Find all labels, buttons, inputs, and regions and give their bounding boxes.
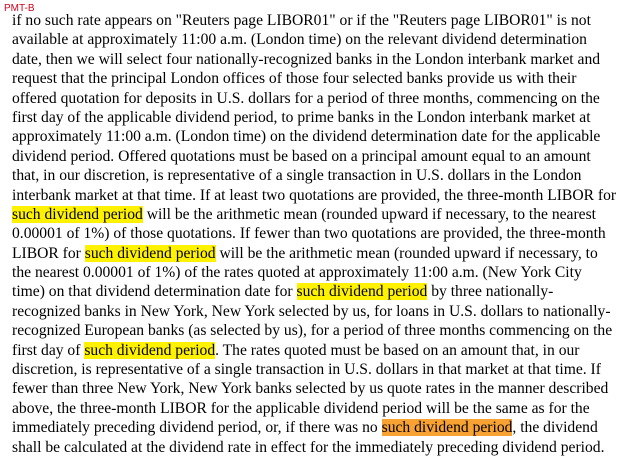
text-run: offered quotation for deposits in U.S. dollars for a period of three months, commencing on the bbox=[12, 89, 600, 107]
text-run: above, the three-month LIBOR for the applicable dividend period will be the same as for the bbox=[12, 399, 590, 417]
text-run: if no such rate appears on "Reuters page LIBOR01" or if the "Reuters page LIBOR01" is not bbox=[12, 12, 591, 29]
text-run: immediately preceding dividend period, or, if there was no bbox=[12, 419, 382, 437]
text-line bbox=[12, 399, 636, 418]
text-line bbox=[12, 186, 636, 205]
text-run: first day of bbox=[12, 341, 85, 359]
text-line bbox=[12, 147, 636, 166]
text-line bbox=[12, 438, 636, 457]
text-run: the nearest 0.00001 of 1%) of the rates quoted at approximately 11:00 a.m. (New York City bbox=[12, 264, 582, 282]
text-run: time) on that dividend determination date for bbox=[12, 283, 297, 301]
text-run: will be the arithmetic mean (rounded upward if necessary, to the nearest bbox=[142, 205, 596, 223]
highlight: such dividend period bbox=[84, 341, 216, 359]
text-run: date, then we will select four nationally-recognized banks in the London interbank market and bbox=[12, 50, 601, 68]
text-line bbox=[12, 341, 636, 360]
text-run: . The rates quoted must be based on an amount that, in our bbox=[215, 341, 580, 359]
highlight: such dividend period bbox=[84, 244, 216, 262]
text-line bbox=[12, 30, 636, 49]
text-line bbox=[12, 263, 636, 282]
text-line bbox=[12, 205, 636, 224]
text-line bbox=[12, 166, 636, 185]
text-line bbox=[12, 11, 636, 30]
text-line bbox=[12, 360, 636, 379]
text-run: 0.00001 of 1%) of those quotations. If fewer than two quotations are provided, the three-month bbox=[12, 225, 606, 243]
text-run: interbank market at that time. If at least two quotations are provided, the three-month LIBOR for bbox=[12, 186, 617, 204]
text-run: recognized banks in New York, New York selected by us, for loans in U.S. dollars to nationally- bbox=[12, 302, 611, 320]
text-line bbox=[12, 379, 636, 398]
text-line bbox=[12, 418, 636, 437]
text-line bbox=[12, 69, 636, 88]
highlight-active: such dividend period bbox=[381, 419, 513, 437]
document-body bbox=[12, 11, 636, 457]
text-run: dividend period. Offered quotations must be based on a principal amount equal to an amount bbox=[12, 147, 591, 165]
text-run: that, in our discretion, is representative of a single transaction in U.S. dollars in the London bbox=[12, 167, 582, 185]
text-run: fewer than three New York, New York banks selected by us quote rates in the manner described bbox=[12, 380, 609, 398]
text-run: , the dividend bbox=[512, 419, 598, 437]
text-run: approximately 11:00 a.m. (London time) on the dividend determination date for the applicable bbox=[12, 128, 601, 146]
text-line bbox=[12, 50, 636, 69]
text-line bbox=[12, 89, 636, 108]
text-run: available at approximately 11:00 a.m. (London time) on the relevant dividend determination bbox=[12, 31, 587, 49]
highlight: such dividend period bbox=[296, 283, 428, 301]
text-run: LIBOR for bbox=[12, 244, 85, 262]
text-line bbox=[12, 244, 636, 263]
text-line bbox=[12, 224, 636, 243]
text-run: request that the principal London offices of those four selected banks provide us with their bbox=[12, 70, 577, 88]
text-line bbox=[12, 127, 636, 146]
text-line bbox=[12, 321, 636, 340]
text-run: discretion, is representative of a single transaction in U.S. dollars in that market at that time. If bbox=[12, 361, 601, 379]
text-run: recognized European banks (as selected by us), for a period of three months commencing on the bbox=[12, 322, 613, 340]
document-tag: PMT-B bbox=[4, 3, 35, 14]
text-line bbox=[12, 302, 636, 321]
text-run: by three nationally- bbox=[427, 283, 554, 301]
text-run: will be the arithmetic mean (rounded upward if necessary, to bbox=[215, 244, 598, 262]
highlight: such dividend period bbox=[12, 205, 143, 223]
text-line bbox=[12, 282, 636, 301]
text-run: first day of the applicable dividend period, to prime banks in the London interbank market at bbox=[12, 108, 591, 126]
text-run: shall be calculated at the dividend rate in effect for the immediately preceding dividend period. bbox=[12, 438, 605, 456]
text-line bbox=[12, 108, 636, 127]
